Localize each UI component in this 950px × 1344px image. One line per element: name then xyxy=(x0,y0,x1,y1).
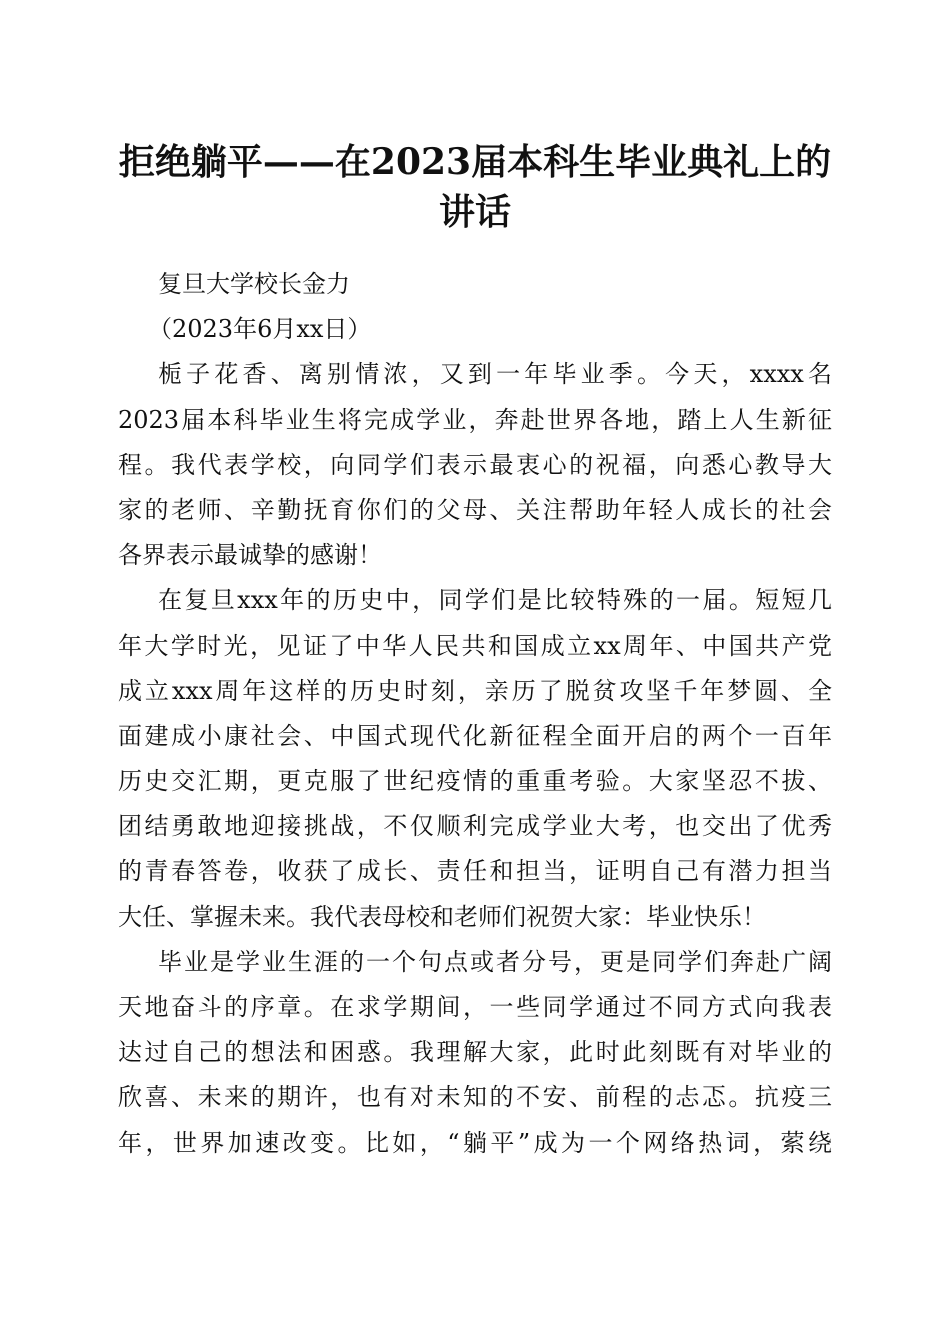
paragraph-line: 程。我代表学校，向同学们表示最衷心的祝福，向悉心教导大 xyxy=(118,450,832,479)
paragraph-line: 面建成小康社会、中国式现代化新征程全面开启的两个一百年 xyxy=(118,721,832,750)
document-body xyxy=(118,262,832,1166)
speech-date: （2023年6月xx日） xyxy=(148,315,372,344)
paragraph-line: 成立xxx周年这样的历史时刻，亲历了脱贫攻坚千年梦圆、全 xyxy=(118,676,832,705)
paragraph-line: 天地奋斗的序章。在求学期间，一些同学通过不同方式向我表 xyxy=(118,993,832,1021)
paragraph-line: 各界表示最诚挚的感谢！ xyxy=(118,541,382,570)
author-byline: 复旦大学校长金力 xyxy=(158,270,350,298)
paragraph-line: 栀子花香、离别情浓，又到一年毕业季。今天，xxxx名 xyxy=(158,360,832,389)
paragraph-line: 欣喜、未来的期许，也有对未知的不安、前程的忐忑。抗疫三 xyxy=(118,1083,832,1112)
title-line-2: 讲话 xyxy=(438,191,511,233)
paragraph-line: 在复旦xxx年的历史中，同学们是比较特殊的一届。短短几 xyxy=(158,586,832,615)
paragraph-line: 家的老师、辛勤抚育你们的父母、关注帮助年轻人成长的社会 xyxy=(118,495,832,524)
paragraph-line: 团结勇敢地迎接挑战，不仅顺利完成学业大考，也交出了优秀 xyxy=(118,812,832,841)
paragraph-line: 达过自己的想法和困惑。我理解大家，此时此刻既有对毕业的 xyxy=(118,1038,832,1067)
title-line-1: 拒绝躺平——在2023届本科生毕业典礼上的 xyxy=(118,141,832,183)
paragraph-line: 的青春答卷，收获了成长、责任和担当，证明自己有潜力担当 xyxy=(118,857,832,886)
paragraph-line: 年，世界加速改变。比如，“躺平”成为一个网络热词，萦绕 xyxy=(118,1128,832,1157)
paragraph-line: 毕业是学业生涯的一个句点或者分号，更是同学们奔赴广阔 xyxy=(158,947,832,976)
paragraph-line: 年大学时光，见证了中华人民共和国成立xx周年、中国共产党 xyxy=(118,631,832,660)
paragraph-line: 大任、掌握未来。我代表母校和老师们祝贺大家：毕业快乐！ xyxy=(118,902,766,931)
document-title xyxy=(118,137,832,237)
paragraph-line: 2023届本科毕业生将完成学业，奔赴世界各地，踏上人生新征 xyxy=(118,405,832,434)
paragraph-line: 历史交汇期，更克服了世纪疫情的重重考验。大家坚忍不拔、 xyxy=(118,767,832,796)
